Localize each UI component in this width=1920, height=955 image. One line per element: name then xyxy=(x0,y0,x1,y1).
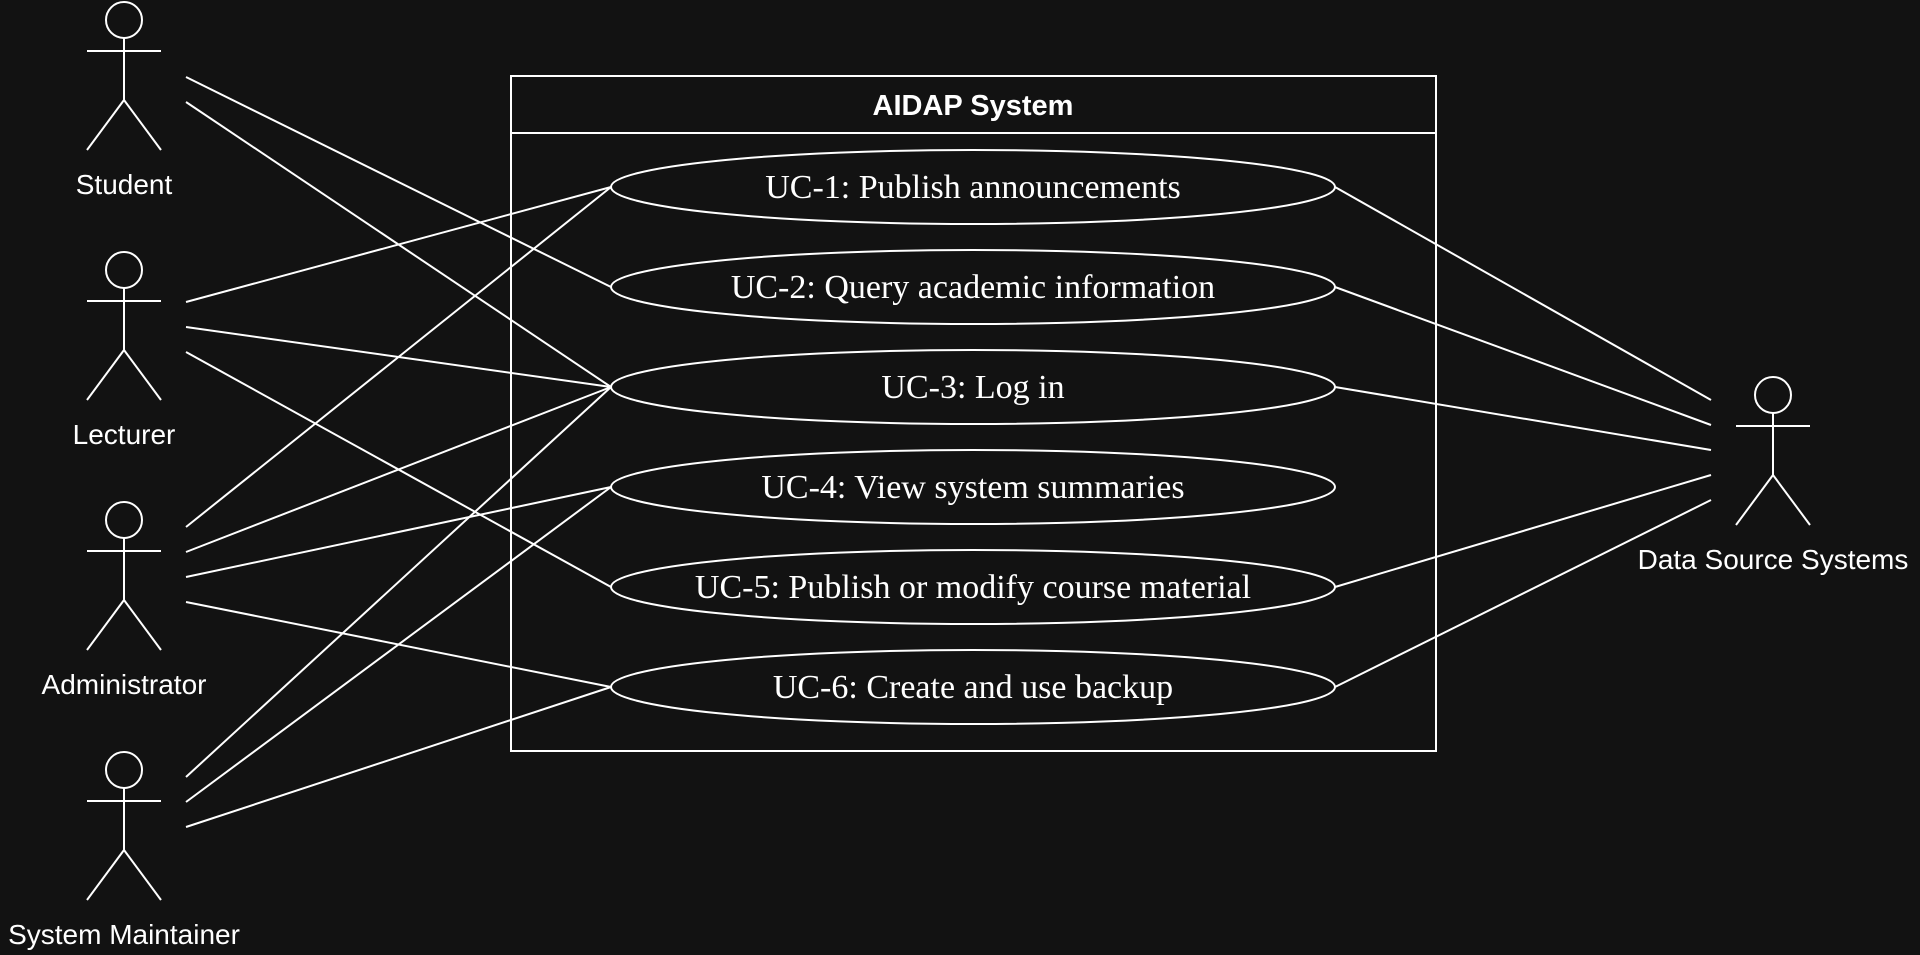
actor-lecturer[interactable] xyxy=(73,252,176,450)
use-case-label: UC-3: Log in xyxy=(881,369,1065,406)
actor-label: Data Source Systems xyxy=(1637,544,1909,575)
association-lecturer-uc1 xyxy=(186,187,611,302)
association-datasource-uc3 xyxy=(1335,387,1711,450)
actor-system-maintainer[interactable] xyxy=(8,752,240,950)
use-case-label: UC-1: Publish announcements xyxy=(765,169,1181,206)
actor-label: System Maintainer xyxy=(8,919,240,950)
use-case-uc4[interactable] xyxy=(611,450,1335,524)
actor-student[interactable] xyxy=(76,2,173,200)
use-case-uc3[interactable] xyxy=(611,350,1335,424)
association-administrator-uc1 xyxy=(186,187,611,527)
stick-figure-icon xyxy=(87,2,161,150)
association-administrator-uc4 xyxy=(186,487,611,577)
use-case-uc2[interactable] xyxy=(611,250,1335,324)
use-case-label: UC-2: Query academic information xyxy=(730,269,1216,306)
association-datasource-uc6 xyxy=(1335,500,1711,687)
stick-figure-icon xyxy=(87,252,161,400)
association-maintainer-uc6 xyxy=(186,687,611,827)
use-case-uc1[interactable] xyxy=(611,150,1335,224)
actor-label: Student xyxy=(75,169,173,200)
actor-data-source-systems[interactable] xyxy=(1638,377,1909,575)
use-case-label: UC-5: Publish or modify course material xyxy=(694,569,1252,606)
association-student-uc2 xyxy=(186,77,611,287)
stick-figure-icon xyxy=(1736,377,1810,525)
actor-administrator[interactable] xyxy=(42,502,207,700)
actor-label: Lecturer xyxy=(72,419,176,450)
use-case-uc6[interactable] xyxy=(611,650,1335,724)
stick-figure-icon xyxy=(87,502,161,650)
actor-label: Administrator xyxy=(41,669,207,700)
use-case-uc5[interactable] xyxy=(611,550,1335,624)
use-case-label: UC-6: Create and use backup xyxy=(772,669,1174,706)
association-datasource-uc1 xyxy=(1335,187,1711,400)
association-maintainer-uc4 xyxy=(186,487,611,802)
association-datasource-uc2 xyxy=(1335,287,1711,425)
stick-figure-icon xyxy=(87,752,161,900)
use-case-label: UC-4: View system summaries xyxy=(761,469,1185,506)
association-administrator-uc3 xyxy=(186,387,611,552)
association-maintainer-uc3 xyxy=(186,387,611,777)
system-title: AIDAP System xyxy=(872,90,1074,122)
